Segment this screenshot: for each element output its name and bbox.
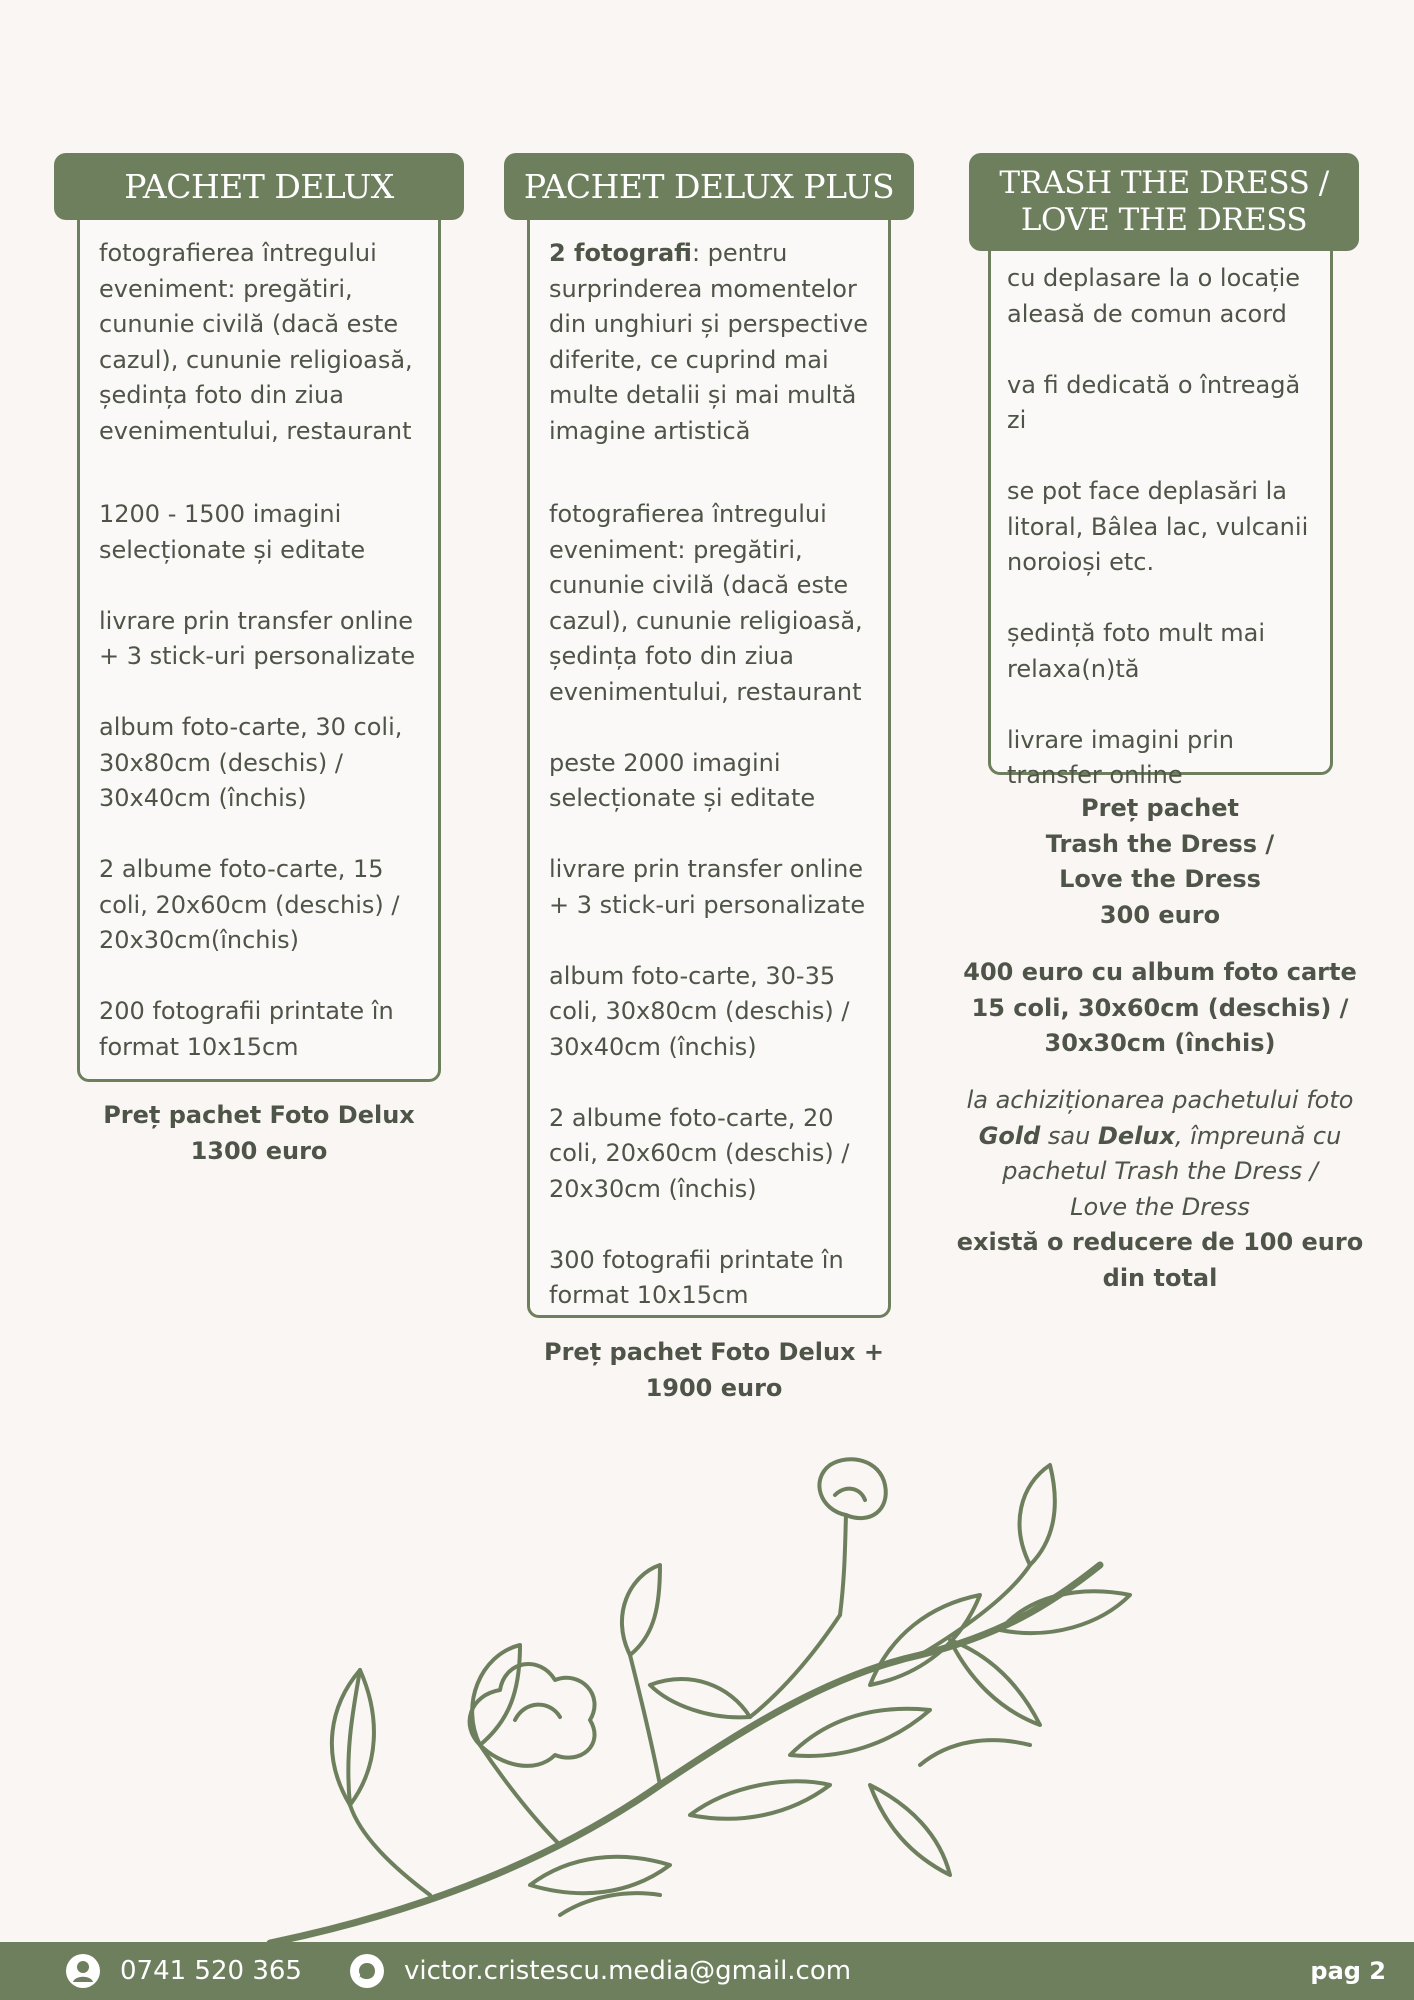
delux-feature: 2 albume foto-carte, 15 coli, 20x60cm (deschis) / 20x30cm(închis) [99, 855, 400, 954]
note-gold: Gold [978, 1121, 1041, 1150]
delux-plus-header [504, 153, 914, 220]
footer-email[interactable] [350, 1942, 851, 2000]
note-discount-end: din total [1102, 1263, 1218, 1292]
trash-title-line1: TRASH THE DRESS / [999, 165, 1329, 201]
trash-price [960, 791, 1360, 933]
delux-plus-feature: livrare prin transfer online + 3 stick-uri personalizate [549, 855, 866, 919]
note-sau: sau [1040, 1121, 1098, 1150]
delux-feature: 200 fotografii printate în format 10x15cm [99, 997, 394, 1061]
footer-phone-text: 0741 520 365 [120, 1956, 302, 1986]
trash-price-label-3: Love the Dress [1059, 865, 1261, 893]
trash-album-price [950, 955, 1370, 1062]
page-number-text: pag 2 [1310, 1957, 1386, 1985]
delux-plus-price-label: Preț pachet Foto Delux + [543, 1338, 884, 1366]
delux-feature: 1200 - 1500 imagini selecționate și editate [99, 500, 366, 564]
trash-album-line: 400 euro cu album foto carte [963, 958, 1357, 986]
delux-price [54, 1098, 464, 1169]
footer-bar [0, 1942, 1414, 2000]
delux-plus-price [504, 1335, 924, 1406]
trash-feature: ședință foto mult mai relaxa(n)tă [1007, 619, 1266, 683]
delux-plus-feature: fotografierea întregului eveniment: pregătiri, cununie civilă (dacă este cazul), cununie religioasă, ședința foto din ziua evenimentului, restaurant [549, 500, 863, 706]
delux-price-value: 1300 euro [190, 1136, 328, 1165]
delux-title: PACHET DELUX [124, 167, 394, 206]
page-number [1310, 1942, 1386, 2000]
footer-email-text: victor.cristescu.media@gmail.com [404, 1956, 852, 1986]
chat-icon [350, 1954, 384, 1988]
floral-branch-illustration [230, 1455, 1210, 1945]
delux-feature: fotografierea întregului eveniment: pregătiri, cununie civilă (dacă este cazul), cununie religioasă, ședința foto din ziua evenimentului, restaurant [99, 239, 413, 445]
trash-price-label-2: Trash the Dress / [1045, 829, 1275, 858]
delux-plus-feature: 2 albume foto-carte, 20 coli, 20x60cm (deschis) / 20x30cm (închis) [549, 1103, 850, 1203]
trash-price-value: 300 euro [1099, 900, 1221, 929]
trash-features-box [988, 251, 1333, 789]
delux-features-box [77, 220, 441, 1082]
delux-plus-price-value: 1900 euro [645, 1373, 783, 1402]
delux-header [54, 153, 464, 220]
note-line: la achiziționarea pachetului foto [966, 1086, 1354, 1114]
note-delux: Delux [1097, 1121, 1175, 1150]
trash-feature: livrare imagini prin transfer online [1007, 725, 1234, 789]
trash-feature: va fi dedicată o întreagă zi [1007, 370, 1301, 434]
delux-plus-feature: peste 2000 imagini selecționate și editate [549, 748, 816, 812]
delux-feature: album foto-carte, 30 coli, 30x80cm (deschis) / 30x40cm (închis) [99, 713, 403, 812]
delux-feature: livrare prin transfer online + 3 stick-uri personalizate [99, 606, 416, 670]
footer-phone[interactable] [66, 1942, 302, 2000]
delux-plus-feature: album foto-carte, 30-35 coli, 30x80cm (deschis) / 30x40cm (închis) [549, 961, 850, 1061]
note-line: , împreună cu [1174, 1121, 1342, 1150]
trash-feature: se pot face deplasări la litoral, Bâlea lac, vulcanii noroioși etc. [1007, 477, 1309, 576]
user-icon [66, 1954, 100, 1988]
trash-title-line2: LOVE THE DRESS [1020, 202, 1308, 238]
delux-plus-feature-bold: 2 fotografi [549, 239, 692, 267]
delux-plus-title: PACHET DELUX PLUS [523, 167, 895, 206]
discount-note [950, 1083, 1370, 1296]
note-line: pachetul Trash the Dress / [1002, 1157, 1318, 1185]
delux-price-label: Preț pachet Foto Delux [103, 1101, 415, 1129]
note-line: Love the Dress [1070, 1192, 1250, 1221]
delux-plus-feature: 300 fotografii printate în format 10x15cm [549, 1245, 844, 1309]
trash-album-line: 30x30cm (închis) [1044, 1029, 1276, 1057]
delux-plus-features-box [527, 220, 891, 1318]
trash-price-label: Preț pachet [1081, 794, 1239, 822]
trash-header [969, 153, 1359, 251]
delux-plus-feature-photographers [549, 236, 874, 449]
trash-feature: cu deplasare la o locație aleasă de comun acord [1007, 264, 1301, 328]
trash-album-line: 15 coli, 30x60cm (deschis) / [971, 993, 1349, 1022]
delux-plus-feature-rest: : pentru surprinderea momentelor din unghiuri și perspective diferite, ce cuprind mai multe detalii și mai multă imagine artistică [549, 239, 869, 445]
note-discount: există o reducere de 100 euro [956, 1228, 1364, 1256]
